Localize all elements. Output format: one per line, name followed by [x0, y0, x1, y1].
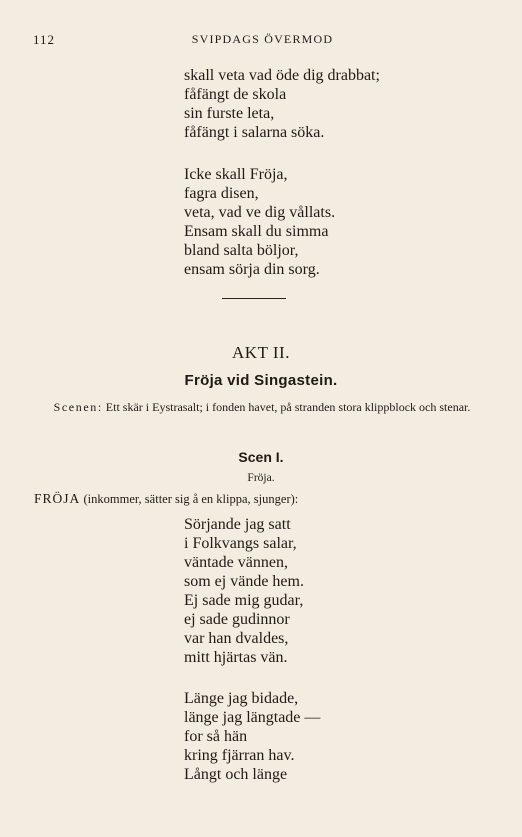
verse-line: länge jag längtade — — [184, 709, 321, 726]
verse-line: Ej sade mig gudar, — [184, 592, 304, 609]
cast-list: Fröja. — [247, 472, 275, 484]
page-number: 112 — [33, 32, 56, 47]
verse-stanza-2 — [184, 165, 335, 279]
stage-direction — [34, 491, 502, 507]
verse-line: ensam sörja din sorg. — [184, 261, 320, 278]
verse-line: veta, vad ve dig vållats. — [184, 204, 336, 221]
verse-line: ej sade gudinnor — [184, 611, 290, 628]
verse-line: skall veta vad öde dig drabbat; — [184, 67, 380, 84]
page-header — [33, 32, 492, 48]
direction-text: (inkommer, sätter sig å en klippa, sjunger): — [83, 492, 299, 506]
verse-line: Icke skall Fröja, — [184, 166, 288, 183]
running-title: SVIPDAGS ÖVERMOD — [191, 32, 334, 46]
setting-text: Ett skär i Eystrasalt; i fonden havet, på stranden stora klippblock och stenar. — [105, 400, 471, 414]
verse-line: bland salta böljor, — [184, 242, 299, 259]
verse-line: sin furste leta, — [184, 105, 275, 122]
verse-line: var han dvaldes, — [184, 630, 289, 647]
verse-line: Länge jag bidade, — [184, 690, 299, 707]
setting-label: Scenen: — [53, 400, 103, 414]
verse-line: Ensam skall du simma — [184, 223, 329, 240]
section-divider — [222, 298, 286, 299]
verse-line: som ej vände hem. — [184, 573, 304, 590]
verse-line: Långt och länge — [184, 766, 288, 783]
scene-setting — [34, 399, 490, 416]
verse-line: väntade vännen, — [184, 554, 288, 571]
act-title: Fröja vid Singastein. — [184, 372, 338, 389]
verse-line: fagra disen, — [184, 185, 259, 202]
verse-stanza-3 — [184, 515, 304, 667]
speaker-name: FRÖJA — [34, 491, 81, 506]
verse-line: Sörjande jag satt — [184, 516, 291, 533]
verse-line: i Folkvangs salar, — [184, 535, 297, 552]
act-heading: AKT II. — [232, 343, 290, 362]
verse-line: kring fjärran hav. — [184, 747, 295, 764]
verse-line: fåfängt i salarna söka. — [184, 124, 325, 141]
verse-line: for så hän — [184, 728, 248, 745]
scene-heading: Scen I. — [238, 449, 284, 465]
verse-line: fåfängt de skola — [184, 86, 287, 103]
verse-line: mitt hjärtas vän. — [184, 649, 288, 666]
verse-stanza-4 — [184, 689, 320, 784]
verse-stanza-1 — [184, 66, 380, 142]
